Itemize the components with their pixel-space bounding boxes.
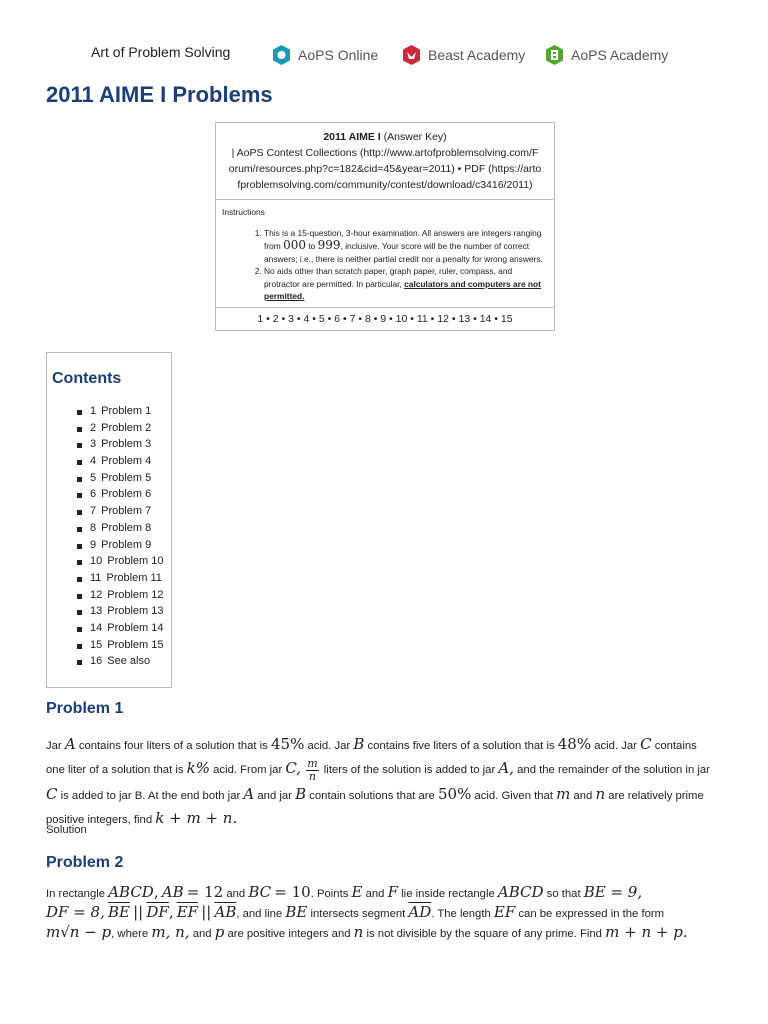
- toc-item[interactable]: [77, 453, 164, 470]
- toc-item-number: 6: [90, 488, 97, 501]
- math-expression: A: [243, 784, 255, 803]
- toc-item-number: 1: [90, 405, 97, 417]
- toc-item-label: See also: [107, 655, 151, 668]
- problem-number-link[interactable]: 15: [500, 312, 513, 325]
- text-fragment: can be expressed in the form: [518, 908, 665, 920]
- toc-item-number: 2: [90, 421, 97, 434]
- toc-item-number: 5: [90, 471, 97, 484]
- toc-item[interactable]: [77, 436, 164, 453]
- toc-item-number: 12: [90, 588, 103, 601]
- toc-item[interactable]: [77, 587, 164, 604]
- math-expression: BE: [285, 903, 308, 921]
- toc-item-number: 14: [90, 621, 103, 634]
- nav-link-label: AoPS Online: [298, 47, 379, 63]
- problem-1-text: [46, 733, 716, 831]
- math-expression: $\overline{EF}$: [176, 903, 199, 921]
- text-fragment: one liter of a solution that is: [46, 764, 184, 776]
- math-expression: p: [214, 923, 225, 941]
- text-fragment: so that: [546, 888, 581, 900]
- separator: •: [355, 312, 365, 325]
- separator: •: [407, 312, 417, 325]
- problem-number-link[interactable]: 2: [272, 312, 279, 325]
- separator: •: [386, 312, 396, 325]
- separator: •: [293, 312, 304, 325]
- math-expression: B: [295, 784, 307, 803]
- text-fragment: In rectangle: [46, 888, 106, 900]
- toc-item-label: Problem 7: [101, 505, 152, 518]
- problem-number-link[interactable]: 13: [458, 312, 471, 325]
- math-expression: A: [64, 735, 76, 753]
- problem-number-link[interactable]: 7: [349, 312, 356, 325]
- toc-item[interactable]: [77, 603, 164, 620]
- text-fragment: liters of the solution is added to jar: [323, 764, 496, 776]
- toc-item[interactable]: [77, 537, 164, 554]
- toc-item[interactable]: [77, 503, 164, 520]
- math-expression: k + m + n.: [155, 808, 238, 827]
- toc-item-number: 8: [90, 521, 97, 534]
- math-expression: 48%: [557, 735, 592, 753]
- table-of-contents: [46, 352, 172, 688]
- text-fragment: acid. Given that: [474, 789, 553, 802]
- nav-link-label: Beast Academy: [428, 47, 526, 63]
- problem-number-link[interactable]: 10: [395, 312, 408, 325]
- toc-item-label: Problem 14: [107, 621, 164, 634]
- problem-number-link[interactable]: 4: [303, 312, 310, 325]
- beast-academy-icon: [402, 44, 421, 66]
- text-fragment: acid. Jar: [307, 740, 351, 752]
- text-fragment: is added to jar B. At the end both jar: [60, 789, 241, 802]
- toc-item-number: 7: [90, 505, 97, 518]
- aops-online-icon: [272, 44, 291, 66]
- toc-item-label: Problem 13: [107, 605, 164, 618]
- math-expression: k%: [186, 759, 211, 777]
- toc-item-label: Problem 15: [107, 638, 164, 651]
- instructions-section: [216, 200, 554, 308]
- math-expression: C,: [285, 759, 302, 777]
- text-fragment: . The length: [431, 908, 491, 920]
- text-fragment: is not divisible by the square of any prime. Find: [366, 928, 602, 940]
- math-expression: ||: [201, 903, 212, 921]
- math-expression: = 10: [274, 883, 311, 901]
- toc-item-number: 3: [90, 438, 97, 451]
- math-expression: A,: [498, 759, 514, 777]
- math-expression: = 12: [186, 883, 224, 901]
- problem-number-links: [216, 308, 554, 330]
- separator: •: [427, 312, 438, 325]
- math-expression: $\overline{AD}$: [408, 903, 432, 921]
- toc-item-label: Problem 6: [101, 488, 152, 501]
- math-expression: $\overline{BE}$: [108, 903, 130, 921]
- problem-2-text: [46, 883, 716, 943]
- text-fragment: Jar: [46, 740, 62, 752]
- math-expression: n: [353, 923, 364, 941]
- toc-item[interactable]: [77, 486, 164, 503]
- problem-number-link[interactable]: 12: [437, 312, 449, 325]
- infobox-title[interactable]: 2011 AIME I: [323, 131, 381, 143]
- problem-number-link[interactable]: 9: [380, 312, 387, 325]
- text-fragment: positive integers, find: [46, 813, 153, 826]
- text-fragment: intersects segment: [310, 908, 406, 920]
- text-fragment: and: [573, 789, 593, 802]
- separator: •: [324, 312, 335, 325]
- math-expression: AB: [161, 883, 184, 901]
- text-fragment: . Points: [310, 888, 349, 900]
- math-expression: BE = 9,: [583, 883, 643, 901]
- math-expression: ||: [133, 903, 144, 921]
- page-title: 2011 AIME I Problems: [46, 82, 273, 107]
- toc-item[interactable]: [77, 553, 164, 570]
- separator: •: [491, 312, 501, 325]
- text-fragment: acid. From jar: [213, 764, 283, 776]
- text-fragment: and: [365, 888, 385, 900]
- text-fragment: , where: [111, 928, 149, 940]
- toc-item[interactable]: [77, 620, 164, 637]
- separator: •: [370, 312, 381, 325]
- text-fragment: lie inside rectangle: [401, 888, 495, 900]
- toc-item-number: 13: [90, 605, 103, 618]
- toc-item[interactable]: [77, 520, 164, 537]
- text-fragment: and jar: [257, 789, 292, 802]
- toc-item-label: Problem 9: [101, 538, 152, 551]
- text-fragment: , and line: [236, 908, 283, 920]
- toc-item[interactable]: [77, 653, 164, 670]
- nav-link-aops-academy[interactable]: [545, 44, 668, 66]
- math-expression: DF = 8,: [46, 903, 105, 921]
- separator: •: [309, 312, 319, 325]
- toc-item-label: Problem 2: [101, 421, 152, 434]
- math-expression: 50%: [437, 784, 472, 803]
- answer-key-link[interactable]: (Answer Key): [383, 131, 447, 143]
- math-expression: ,: [168, 903, 174, 921]
- toc-item[interactable]: [77, 570, 164, 587]
- math-expression: C: [46, 784, 58, 803]
- math-expression: 45%: [270, 735, 305, 753]
- fraction-m-over-n: [306, 758, 318, 783]
- math-expression: ABCD: [108, 883, 154, 901]
- nav-link-label: AoPS Academy: [571, 47, 669, 63]
- text-fragment: are relatively prime: [608, 789, 704, 802]
- math-expression: EF: [493, 903, 516, 921]
- text-fragment: acid. Jar: [594, 740, 637, 752]
- toc-item-number: 10: [90, 555, 103, 568]
- toc-item-label: Problem 12: [107, 588, 164, 601]
- brand-link[interactable]: Art of Problem Solving: [91, 44, 231, 60]
- contest-infobox: [215, 122, 555, 331]
- math-expression: F: [387, 883, 399, 901]
- text-fragment: and: [226, 888, 246, 900]
- toc-item-number: 15: [90, 638, 103, 651]
- nav-link-aops-online[interactable]: [272, 44, 378, 66]
- problem-number-link[interactable]: 3: [288, 312, 294, 325]
- math-expression: m, n,: [151, 923, 190, 941]
- math-expression: C: [640, 735, 652, 753]
- math-expression: ABCD: [497, 883, 544, 901]
- math-expression: m√n − p: [46, 923, 112, 941]
- toc-item-label: Problem 5: [101, 471, 152, 484]
- toc-item[interactable]: [77, 637, 164, 654]
- math-expression: $\overline{DF}$: [146, 903, 169, 921]
- text-fragment: contains: [654, 740, 697, 752]
- problem-number-link[interactable]: 5: [318, 312, 325, 325]
- toc-item-label: Problem 10: [107, 555, 164, 568]
- instructions-label: Instructions: [222, 207, 265, 217]
- text-fragment: contain solutions that are: [309, 789, 435, 802]
- math-expression: ,: [153, 883, 159, 901]
- toc-list: [77, 403, 164, 670]
- problem-number-link[interactable]: 11: [416, 312, 428, 325]
- problem-number-link[interactable]: 6: [334, 312, 341, 325]
- separator: •: [340, 312, 350, 325]
- math-expression: E: [351, 883, 363, 901]
- toc-item-number: 16: [90, 655, 103, 668]
- text-fragment: n: [308, 769, 316, 783]
- math-expression: BC: [248, 883, 272, 901]
- toc-item-label: Problem 8: [101, 521, 152, 534]
- problem-number-link[interactable]: 1: [257, 312, 264, 325]
- instructions-list: [222, 227, 546, 303]
- toc-item[interactable]: [77, 403, 164, 420]
- text-fragment: contains four liters of a solution that is: [78, 740, 268, 752]
- math-expression: m: [556, 784, 571, 803]
- toc-item-number: 9: [90, 538, 97, 551]
- text-fragment: m: [307, 756, 318, 770]
- separator: •: [470, 312, 480, 325]
- instruction-item: 2. No aids other than scratch paper, graph paper, ruler, compass, and protractor are permitted. In particular, calculators and computers are not permitted.: [264, 265, 546, 303]
- toc-item-number: 4: [90, 455, 97, 468]
- problem-number-link[interactable]: 8: [364, 312, 371, 325]
- toc-item-label: Problem 11: [106, 571, 162, 584]
- toc-item-label: Problem 4: [101, 455, 152, 468]
- text-fragment: and: [192, 928, 212, 940]
- toc-item-number: 11: [90, 571, 102, 584]
- instruction-item: 1. This is a 15-question, 3-hour examination. All answers are integers ranging from 000 to 999, inclusive. Your score will be the number of correct answers; i.e., there is neither partial credit nor a penalty for wrong answers.: [264, 227, 546, 266]
- problem-1-heading: Problem 1: [46, 700, 124, 717]
- math-expression: $\overline{AB}$: [214, 903, 237, 921]
- text-fragment: and the remainder of the solution in jar: [517, 764, 710, 776]
- problem-number-link[interactable]: 14: [479, 312, 492, 325]
- toc-title: Contents: [52, 370, 122, 387]
- infobox-header: [216, 123, 554, 200]
- toc-item[interactable]: [77, 420, 164, 437]
- text-fragment: contains five liters of a solution that is: [367, 740, 555, 752]
- separator: •: [278, 312, 289, 325]
- aops-academy-icon: [545, 44, 564, 66]
- nav-link-beast-academy[interactable]: [402, 44, 525, 66]
- infobox-links-line2[interactable]: orum/resources.php?c=182&cid=45&year=2011) • PDF (https://arto: [228, 163, 542, 175]
- separator: •: [263, 312, 273, 325]
- infobox-links-line1[interactable]: | AoPS Contest Collections (http://www.artofproblemsolving.com/F: [231, 147, 539, 159]
- math-expression: B: [353, 735, 365, 753]
- toc-item-label: Problem 1: [101, 405, 152, 417]
- infobox-links-line3[interactable]: fproblemsolving.com/community/contest/download/c3416/2011): [237, 179, 533, 191]
- text-fragment: are positive integers and: [227, 928, 351, 940]
- toc-item-label: Problem 3: [101, 438, 152, 451]
- toc-item[interactable]: [77, 470, 164, 487]
- math-expression: n: [595, 784, 606, 803]
- top-nav: [0, 36, 768, 70]
- math-expression: m + n + p.: [605, 923, 688, 941]
- problem-1-solution-link[interactable]: Solution: [46, 824, 87, 836]
- separator: •: [448, 312, 459, 325]
- problem-2-heading: Problem 2: [46, 854, 124, 871]
